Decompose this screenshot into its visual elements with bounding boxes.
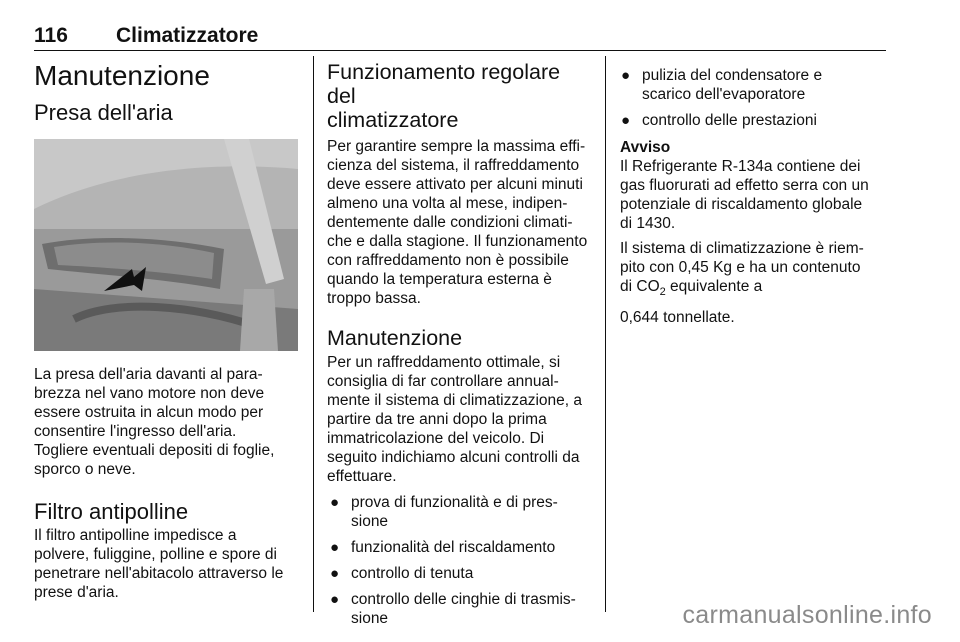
page-header [34, 22, 886, 51]
text-line: prese d'aria. [34, 584, 119, 601]
air-intake-text [34, 365, 304, 479]
text-line: che e dalla stagione. Il funzionamento [327, 233, 588, 250]
section-title: Manutenzione [34, 60, 210, 91]
text-line: gas fluorurati ad effetto serra con un [620, 177, 869, 194]
list-item-text: controllo delle prestazioni [642, 112, 817, 129]
text-line: mente il sistema di climatizzazione, a [327, 392, 582, 409]
text-line: La presa dell'aria davanti al para- [34, 366, 263, 383]
column-divider [605, 56, 606, 612]
text-line: effettuare. [327, 468, 397, 485]
text-line: di 1430. [620, 215, 676, 232]
notice-text-tonnes: 0,644 tonnellate. [620, 309, 735, 327]
notice-title: Avviso [620, 139, 671, 156]
text-line: partire da tre anni dopo la prima [327, 411, 547, 428]
air-intake-photo [34, 139, 298, 351]
column-1 [34, 60, 304, 602]
list-item [327, 538, 592, 557]
text-line: Il filtro antipolline impedisce a [34, 527, 237, 544]
column-2 [327, 60, 592, 628]
text-line: penetrare nell'abitacolo attraverso le [34, 565, 284, 582]
bullet-icon: ● [330, 565, 340, 582]
subscript: 2 [659, 286, 666, 299]
pollen-filter-text [34, 526, 304, 602]
list-item [327, 590, 592, 628]
heading-maintenance: Manutenzione [327, 326, 463, 350]
list-item-text: sione [351, 610, 389, 627]
maintenance-text [327, 353, 592, 486]
notice-text [620, 157, 890, 233]
text-line: immatricolazione del veicolo. Di [327, 430, 545, 447]
watermark: carmanualsonline.info [682, 601, 932, 629]
text-line: consiglia di far controllare annual- [327, 373, 559, 390]
text-line: Togliere eventuali depositi di foglie, [34, 442, 275, 459]
page-number: 116 [34, 24, 68, 47]
text-line: Per un raffreddamento ottimale, si [327, 354, 561, 371]
text-line: con raffreddamento non è possibile [327, 252, 569, 269]
heading-line: climatizzatore [327, 108, 459, 132]
text-line: almeno una volta al mese, indipen- [327, 195, 568, 212]
list-item-text: sione [351, 513, 389, 530]
list-item-text: scarico dell'evaporatore [642, 86, 806, 103]
text-line: Il Refrigerante R-134a contiene dei [620, 158, 861, 175]
text-fragment: equivalente a [665, 278, 763, 295]
text-line: consentire l'ingresso dell'aria. [34, 423, 237, 440]
text-line: Il sistema di climatizzazione è riem- [620, 240, 864, 257]
heading-regular-operation [327, 60, 592, 132]
text-line: seguito indichiamo alcuni controlli da [327, 449, 580, 466]
bullet-icon: ● [330, 539, 340, 556]
list-item [327, 564, 592, 583]
list-item [327, 493, 592, 531]
text-line: essere ostruita in alcun modo per [34, 404, 264, 421]
list-item-text: pulizia del condensatore e [642, 67, 823, 84]
bullet-icon: ● [330, 494, 340, 511]
text-line: polvere, fuliggine, polline e spore di [34, 546, 277, 563]
column-3 [618, 60, 890, 327]
list-item-text: controllo di tenuta [351, 565, 474, 582]
text-line: sporco o neve. [34, 461, 136, 478]
bullet-icon: ● [621, 67, 631, 84]
text-line: dentemente dalle condizioni climati- [327, 214, 573, 231]
list-item [618, 66, 890, 104]
list-item-text: funzionalità del riscaldamento [351, 539, 556, 556]
list-item [618, 111, 890, 130]
list-item-text: prova di funzionalità e di pres- [351, 494, 558, 511]
text-line: brezza nel vano motore non deve [34, 385, 265, 402]
text-line: potenziale di riscaldamento globale [620, 196, 863, 213]
notice-text-refrigerant [620, 239, 890, 302]
text-line: troppo bassa. [327, 290, 421, 307]
text-line: cienza del sistema, il raffreddamento [327, 157, 580, 174]
bullet-icon: ● [330, 591, 340, 608]
text-line: deve essere attivato per alcuni minuti [327, 176, 583, 193]
subsection-heading-air-intake: Presa dell'aria [34, 100, 173, 125]
regular-operation-text [327, 137, 592, 308]
bullet-icon: ● [621, 112, 631, 129]
text-line [620, 277, 890, 302]
text-line: quando la temperatura esterna è [327, 271, 552, 288]
list-item-text: controllo delle cinghie di trasmis- [351, 591, 576, 608]
subsection-heading-pollen-filter: Filtro antipolline [34, 499, 189, 524]
text-line: pito con 0,45 Kg e ha un contenuto [620, 259, 861, 276]
notice-box [618, 138, 890, 327]
heading-line: Funzionamento regolare del [327, 60, 561, 108]
chapter-title: Climatizzatore [116, 24, 259, 47]
column-divider [313, 56, 314, 612]
text-fragment: di CO [620, 278, 660, 295]
text-line: Per garantire sempre la massima effi- [327, 138, 586, 155]
